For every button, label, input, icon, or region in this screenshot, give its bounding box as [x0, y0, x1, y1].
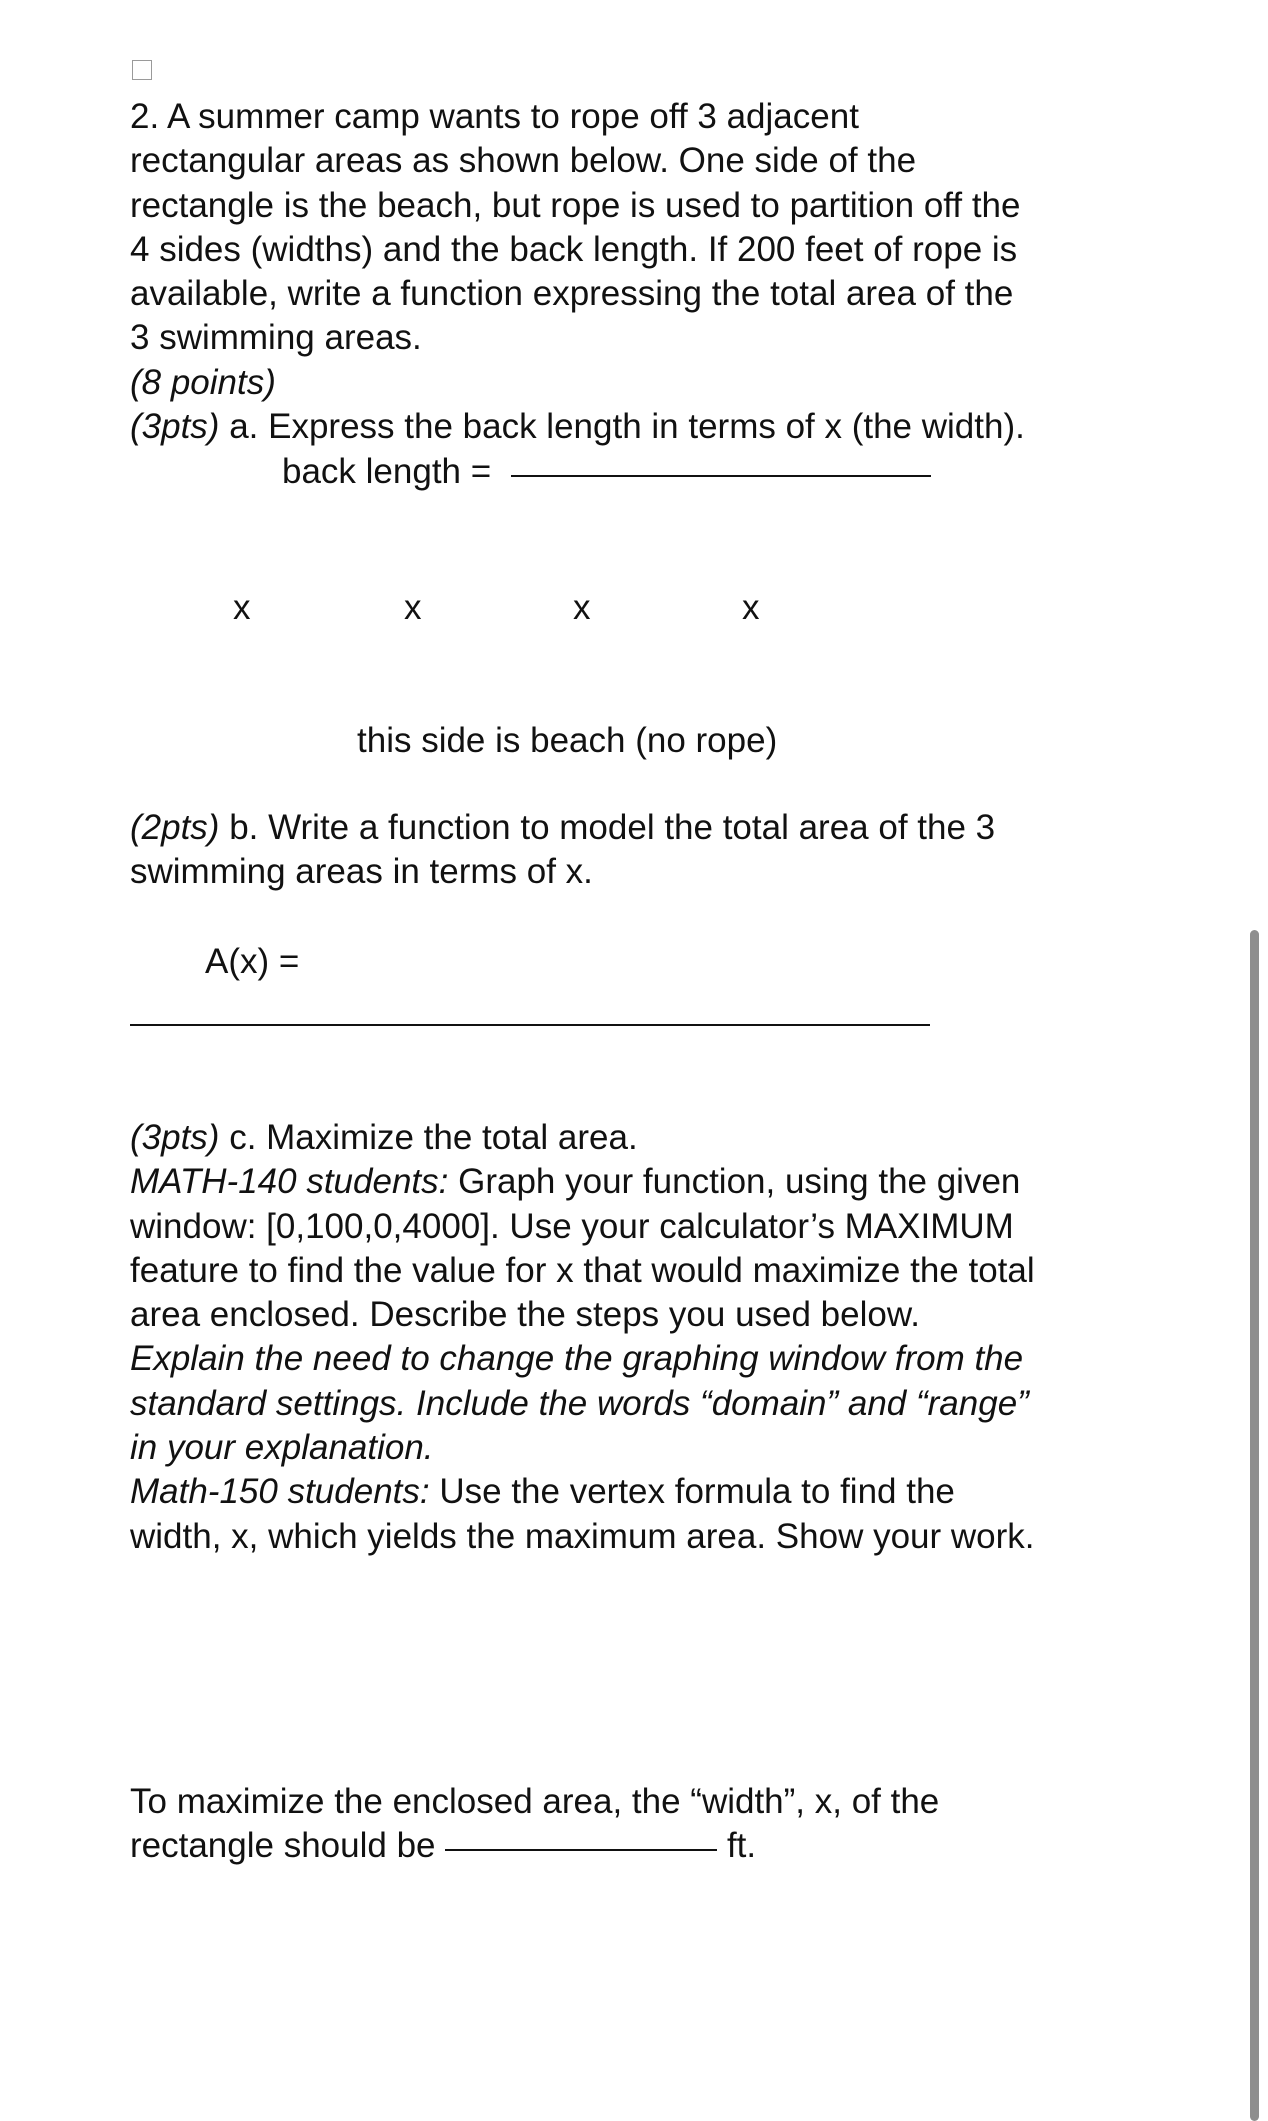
checkbox[interactable]	[132, 60, 152, 80]
math140-label: MATH-140 students:	[130, 1162, 449, 1202]
question-line: rectangle is the beach, but rope is used to partition off the	[130, 185, 1021, 225]
math140-text: Graph your function, using the given	[448, 1162, 1021, 1202]
explain-text: standard settings. Include the words “domain” and “range”	[130, 1383, 1029, 1423]
part-a-points: (3pts)	[130, 407, 220, 447]
conclusion	[130, 1780, 939, 1869]
part-a-text: a. Express the back length in terms of x (the width).	[219, 407, 1025, 447]
width-answer-blank[interactable]	[445, 1849, 717, 1851]
unit-label: ft.	[717, 1826, 757, 1866]
back-length-answer-blank[interactable]	[511, 475, 931, 477]
question-line: available, write a function expressing the total area of the	[130, 274, 1014, 314]
width-label-x: x	[233, 588, 251, 627]
width-label-x: x	[573, 588, 591, 627]
beach-label: this side is beach (no rope)	[357, 721, 778, 760]
question-points: (8 points)	[130, 362, 276, 402]
conclusion-text: rectangle should be	[130, 1826, 446, 1866]
question-text	[130, 95, 1025, 449]
part-b-points: (2pts)	[130, 808, 220, 847]
math140-text: window: [0,100,0,4000]. Use your calculator’s MAXIMUM	[130, 1206, 1014, 1246]
math150-text: Use the vertex formula to find the	[429, 1472, 955, 1512]
math140-text: feature to find the value for x that would maximize the total	[130, 1250, 1035, 1290]
part-b-text: b. Write a function to model the total area of the 3	[219, 808, 996, 847]
math150-text: width, x, which yields the maximum area. Show your work.	[130, 1516, 1035, 1556]
question-line: 2. A summer camp wants to rope off 3 adjacent	[130, 97, 859, 136]
width-label-x: x	[404, 588, 422, 627]
conclusion-text: To maximize the enclosed area, the “width”, x, of the	[130, 1782, 940, 1821]
question-line: 3 swimming areas.	[130, 318, 422, 358]
question-line: rectangular areas as shown below. One side of the	[130, 141, 917, 181]
part-c-points: (3pts)	[130, 1118, 220, 1157]
question-line: 4 sides (widths) and the back length. If 200 feet of rope is	[130, 229, 1018, 269]
math140-text: area enclosed. Describe the steps you used below.	[130, 1295, 920, 1335]
part-a-answer-row	[282, 450, 931, 494]
scrollbar[interactable]	[1250, 930, 1259, 2121]
part-c-prompt	[130, 1116, 1035, 1559]
area-function-label: A(x) =	[205, 942, 300, 981]
part-c-text: c. Maximize the total area.	[219, 1118, 638, 1157]
explain-text: in your explanation.	[130, 1428, 434, 1468]
width-label-x: x	[742, 588, 760, 627]
math150-label: Math-150 students:	[130, 1472, 430, 1512]
part-b-prompt	[130, 806, 995, 895]
part-b-text: swimming areas in terms of x.	[130, 852, 593, 892]
back-length-label: back length =	[282, 452, 492, 491]
area-function-answer-blank[interactable]	[130, 1024, 930, 1026]
explain-text: Explain the need to change the graphing window from the	[130, 1339, 1024, 1379]
part-a-prompt	[130, 405, 1025, 449]
